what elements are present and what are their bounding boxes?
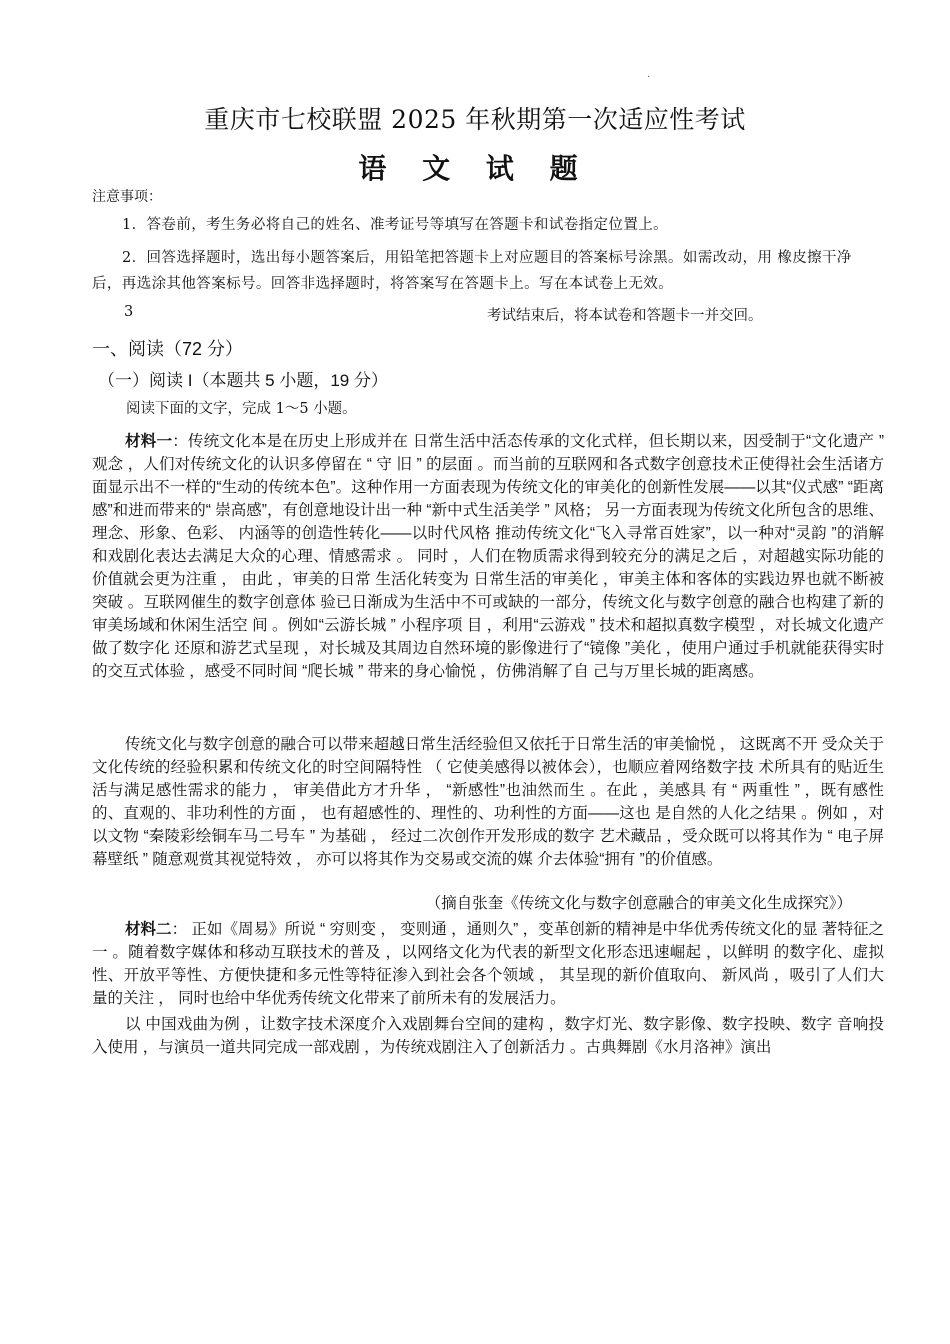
notice-item-2: 2．回答选择题时，选出每小题答案后，用铅笔把答题卡上对应题目的答案标号涂黑。如需改动，用 橡皮擦干净后，再选涂其他答案标号。回答非选择题时，将答案写在答题卡上。写在本试卷上无效。 <box>92 250 852 292</box>
notice-item-3-text: 考试结束后，将本试卷和答题卡一并交回。 <box>487 308 763 324</box>
reading-instruction: 阅读下面的文字，完成 1～5 小题。 <box>126 401 357 417</box>
exam-subject-title: 语 文 试 题 <box>358 153 592 184</box>
material1-paragraph-2: 传统文化与数字创意的融合可以带来超越日常生活经验但又依托于日常生活的审美愉悦 ， 这既离不开 受众关于文化传统的经验积累和传统文化的时空间隔特性 （ 它使美感得以被体会），也顺应着网络数字技 术所具有的贴近生活与满足感性需求的能力 ， 审美借此方才升华 ， “新感性”也油然而生 。在此 ，美感具 有 “ 两重性 ” ，既有感性的、直观的、非功利性的方面 ， 也有超感性的、理性的、功利性的方面——这也 是自然的人化之结果 。例如 ，对以文物 “秦陵彩绘铜车马二号车 ” 为基础 ， 经过二次创作开发形成的数字 艺术藏品 ，受众既可以将其作为 “ 电子屏幕壁纸 ” 随意观赏其视觉特效 ， 亦可以将其作为交易或交流的媒 介去体验“拥有 ”的价值感。 <box>92 736 884 868</box>
material1-label: 材料一 <box>125 433 173 450</box>
notice-item-1: 1．答卷前，考生务必将自己的姓名、准考证号等填写在答题卡和试卷指定位置上。 <box>122 217 669 233</box>
exam-title: 重庆市七校联盟 2025 年秋期第一次适应性考试 <box>204 105 746 134</box>
notice-heading: 注意事项： <box>92 189 162 205</box>
material1-text-1: ：传统文化本是在历史上形成并在 日常生活中活态传承的文化式样，但长期以来，因受制于“文化遗产 ” 观念 ，人们对传统文化的认识多停留在 “ 守 旧 ” 的层面 。而当前的互联网和各式数字创意技术正使得社会生活诸方面显示出不一样的“生动的传统本色”。这种作用一方面表现为传统文化的审美化的创新性发展——以其“仪式感” “距离感”和进而带来的“ 崇高感”，有创意地设计出一种 “新中式生活美学 ” 风格； 另一方面表现为传统文化所包含的思维、理念、形象、色彩、 内涵等的创造性转化——以时代风格 推动传统文化“飞入寻常百姓家”，以一种对“灵韵 ”的消解和戏剧化表达去满足大众的心理、情感需求 。 同时 ，人们在物质需求得到较充分的满足之后 ，对超越实际功能的价值就会更为注重 ， 由此 ，审美的日常 生活化转变为 日常生活的审美化 ，审美主体和客体的实践边界也就不断被突破 。互联网催生的数字创意体 验已日渐成为生活中不可或缺的一部分，传统文化与数字创意的融合也构建了新的审美场域和休闲生活空 间 。例如“云游长城 ” 小程序项 目 ，利用“云游戏 ” 技术和超拟真数字模型 ，对长城文化遗产做了数字化 还原和游艺式呈现 ，对长城及其周边自然环境的影像进行了“镜像 ”美化 ，使用户通过手机就能获得实时 的交互式体验 ，感受不同时间 “爬长城 ” 带来的身心愉悦 ，仿佛消解了自 己与万里长城的距离感。 <box>92 433 884 680</box>
material2-paragraph-1 <box>92 918 884 1010</box>
notice-item-3-number: 3 <box>124 304 134 320</box>
material2-label: 材料二 <box>125 921 172 938</box>
section-heading: 一、阅读（72 分） <box>92 339 244 359</box>
material2-text-1: ： 正如《周易》所说 “ 穷则变 ， 变则通 ，通则久” ，变革创新的精神是中华优秀传统文化的显 著特征之一 。随着数字媒体和移动互联技术的普及 ，以网络文化为代表的新型文化形态迅速崛起 ，以鲜明 的数字化、虚拟性、开放平等性、方便快捷和多元性等特征渗入到社会各个领域 ， 其呈现的新价值取向、 新风尚 ，吸引了人们大量的关注 ， 同时也给中华优秀传统文化带来了前所未有的发展活力。 <box>92 921 884 1007</box>
header-dot: · <box>647 72 651 83</box>
section-subheading: （一）阅读 I（本题共 5 小题，19 分） <box>98 371 388 390</box>
material1-source: （摘自张奎《传统文化与数字创意融合的审美文化生成探究》） <box>425 895 852 912</box>
material2-paragraph-2: 以 中国戏曲为例 ，让数字技术深度介入戏剧舞台空间的建构 ，数字灯光、数字影像、数字投映、数字 音响投入使用 ，与演员一道共同完成一部戏剧 ，为传统戏剧注入了创新活力 。古典舞剧《水月洛神》演出 <box>92 1016 884 1056</box>
material1-paragraph-1 <box>92 430 884 683</box>
